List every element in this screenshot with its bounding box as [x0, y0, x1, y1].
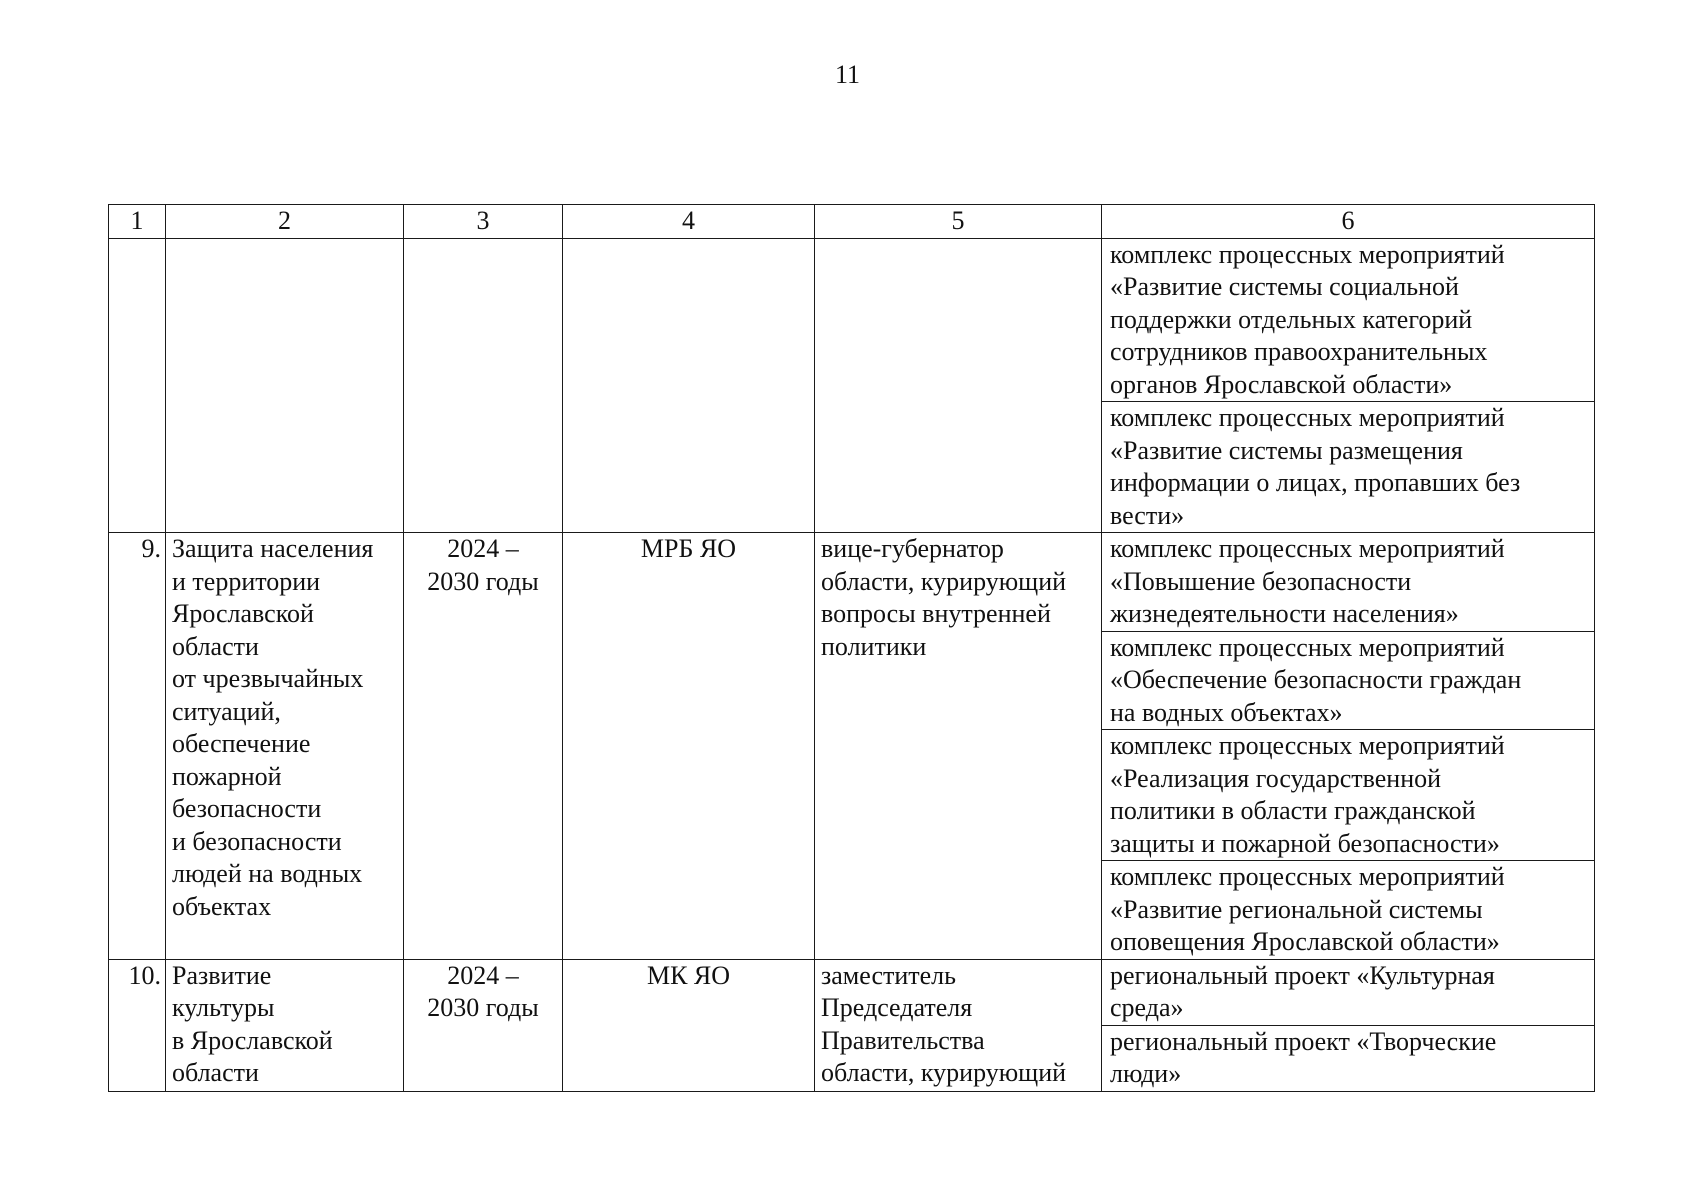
- cell-curator: вице-губернатор области, курирующий вопросы внутренней политики: [815, 533, 1102, 960]
- cell-activity: комплекс процессных мероприятий «Развитие системы размещения информации о лицах, пропавших без вести»: [1102, 402, 1595, 533]
- cell-num: 9.: [109, 533, 166, 960]
- header-col-5: 5: [815, 205, 1102, 239]
- table-row-10: [109, 959, 1595, 1025]
- cell-activity: региональный проект «Культурная среда»: [1102, 959, 1595, 1025]
- header-col-4: 4: [563, 205, 815, 239]
- cell-num-continued: [109, 238, 166, 533]
- cell-executor-continued: [563, 238, 815, 533]
- header-col-1: 1: [109, 205, 166, 239]
- programs-table: [108, 204, 1595, 1092]
- header-col-6: 6: [1102, 205, 1595, 239]
- cell-activity: комплекс процессных мероприятий «Обеспечение безопасности граждан на водных объектах»: [1102, 631, 1595, 730]
- cell-curator-continued: [815, 238, 1102, 533]
- cell-curator: заместитель Председателя Правительства области, курирующий: [815, 959, 1102, 1091]
- cell-period: 2024 – 2030 годы: [404, 959, 563, 1091]
- page-number: 11: [834, 60, 861, 89]
- header-col-3: 3: [404, 205, 563, 239]
- cell-name-continued: [166, 238, 404, 533]
- cell-activity: комплекс процессных мероприятий «Развитие региональной системы оповещения Ярославской области»: [1102, 861, 1595, 960]
- cell-executor: МРБ ЯО: [563, 533, 815, 960]
- table-row: [109, 238, 1595, 402]
- cell-num: 10.: [109, 959, 166, 1091]
- cell-period: 2024 – 2030 годы: [404, 533, 563, 960]
- header-col-2: 2: [166, 205, 404, 239]
- cell-executor: МК ЯО: [563, 959, 815, 1091]
- cell-period-continued: [404, 238, 563, 533]
- cell-program-name: Развитие культуры в Ярославской области: [166, 959, 404, 1091]
- table-row-9: [109, 533, 1595, 632]
- cell-activity: комплекс процессных мероприятий «Развитие системы социальной поддержки отдельных категорий сотрудников правоохранительных органов Ярославской области»: [1102, 238, 1595, 402]
- cell-activity: комплекс процессных мероприятий «Реализация государственной политики в области гражданской защиты и пожарной безопасности»: [1102, 730, 1595, 861]
- cell-activity: комплекс процессных мероприятий «Повышение безопасности жизнедеятельности населения»: [1102, 533, 1595, 632]
- table-header-row: [109, 205, 1595, 239]
- cell-activity: региональный проект «Творческие люди»: [1102, 1025, 1595, 1091]
- cell-program-name: Защита населения и территории Ярославской области от чрезвычайных ситуаций, обеспечение пожарной безопасности и безопасности людей на водных объектах: [166, 533, 404, 960]
